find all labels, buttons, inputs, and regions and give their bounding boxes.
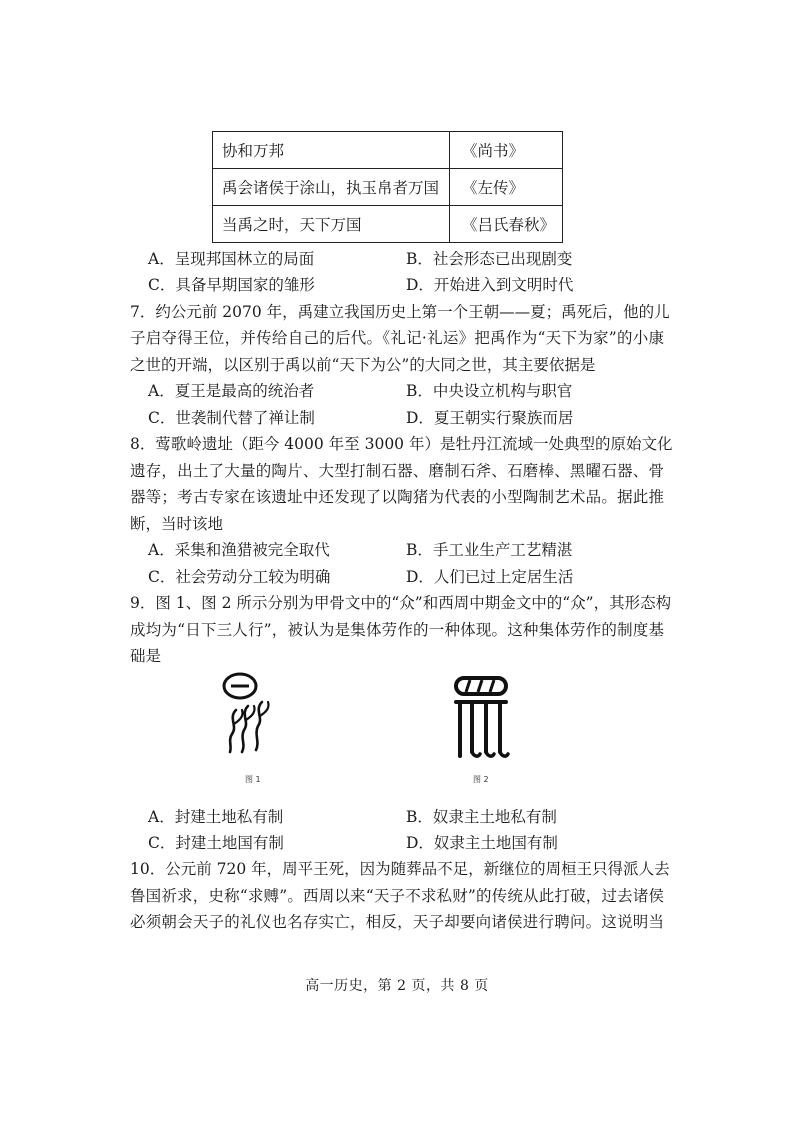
oracle-bone-zhong-figure (218, 672, 276, 760)
q8-option-b: B．手工业生产工艺精湛 (406, 541, 573, 559)
q6-option-d: D．开始进入到文明时代 (406, 276, 574, 294)
q7-stem-line: 7．约公元前 2070 年，禹建立我国历史上第一个王朝——夏；禹死后，他的儿 (130, 303, 670, 321)
q7-option-b: B．中央设立机构与职官 (406, 382, 573, 400)
table-row (213, 169, 563, 206)
table-cell-quote: 禹会诸侯于涂山，执玉帛者万国 (213, 169, 450, 206)
table-cell-source: 《尚书》 (450, 132, 563, 169)
bronze-inscription-zhong-figure (450, 674, 512, 762)
q7-option-a: A．夏王是最高的统治者 (148, 382, 315, 400)
q8-option-d: D．人们已过上定居生活 (406, 568, 574, 586)
q9-option-d: D．奴隶主土地国有制 (406, 834, 558, 852)
q8-option-a: A．采集和渔猎被完全取代 (148, 541, 330, 559)
q10-stem-line: 10．公元前 720 年，周平王死，因为随葬品不足，新继位的周桓王只得派人去 (130, 860, 670, 878)
figure-2-caption: 图 2 (473, 775, 489, 784)
q6-option-a: A．呈现邦国林立的局面 (148, 250, 315, 268)
q6-option-c: C．具备早期国家的雏形 (148, 276, 315, 294)
q7-option-c: C．世袭制代替了禅让制 (148, 409, 315, 427)
q7-option-d: D．夏王朝实行聚族而居 (406, 409, 574, 427)
table-row (213, 132, 563, 169)
q8-stem-line: 8．莺歌岭遗址（距今 4000 年至 3000 年）是牡丹江流域一处典型的原始文化 (130, 435, 673, 453)
q9-stem-line: 9．图 1、图 2 所示分别为甲骨文中的“众”和西周中期金文中的“众”，其形态构 (130, 594, 672, 612)
q7-stem-line: 之世的开端，以区别于禹以前“天下为公”的大同之世，其主要依据是 (130, 356, 596, 374)
table-cell-source: 《左传》 (450, 169, 563, 206)
q9-stem-line: 础是 (130, 647, 162, 665)
q6-option-b: B．社会形态已出现剧变 (406, 250, 573, 268)
q9-stem-line: 成均为“日下三人行”，被认为是集体劳作的一种体现。这种集体劳作的制度基 (130, 621, 664, 639)
q9-option-b: B．奴隶主土地私有制 (406, 808, 557, 826)
q8-stem-line: 遗存，出土了大量的陶片、大型打制石器、磨制石斧、石磨棒、黑曜石器、骨 (130, 462, 664, 480)
q8-stem-line: 断，当时该地 (130, 515, 224, 533)
table-cell-quote: 协和万邦 (213, 132, 450, 169)
q7-stem-line: 子启夺得王位，并传给自己的后代。《礼记·礼运》把禹作为“天下为家”的小康 (130, 329, 664, 347)
q9-option-c: C．封建土地国有制 (148, 834, 284, 852)
table-cell-source: 《吕氏春秋》 (450, 206, 563, 243)
table-cell-quote: 当禹之时，天下万国 (213, 206, 450, 243)
q9-option-a: A．封建土地私有制 (148, 808, 284, 826)
q10-stem-line: 鲁国祈求，史称“求赙”。西周以来“天子不求私财”的传统从此打破，过去诸侯 (130, 887, 664, 905)
figure-1-caption: 图 1 (245, 775, 261, 784)
q8-option-c: C．社会劳动分工较为明确 (148, 568, 331, 586)
page-footer: 高一历史，第 2 页，共 8 页 (305, 978, 489, 994)
source-table (212, 131, 563, 243)
q10-stem-line: 必须朝会天子的礼仪也名存实亡，相反，天子却要向诸侯进行聘问。这说明当 (130, 913, 664, 931)
table-row (213, 206, 563, 243)
q8-stem-line: 器等；考古专家在该遗址中还发现了以陶猪为代表的小型陶制艺术品。据此推 (130, 488, 664, 506)
